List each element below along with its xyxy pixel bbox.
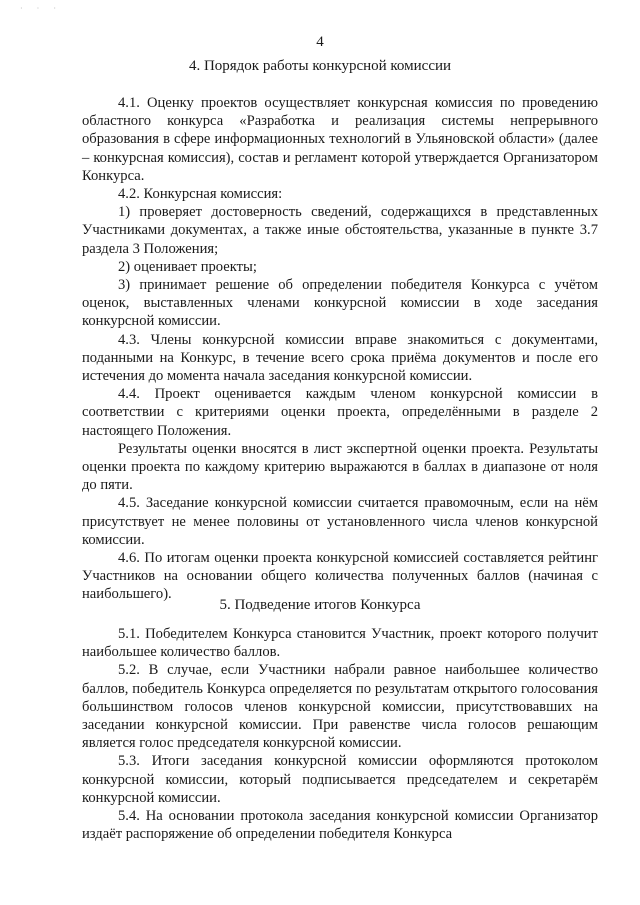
paragraph-4-2-item-1: 1) проверяет достоверность сведений, содержащихся в представленных Участниками документах, а также иные обстоятельства, указанные в пункте 3.7 раздела 3 Положения;: [82, 204, 598, 257]
paragraph-4-2: 4.2. Конкурсная комиссия:: [118, 186, 283, 203]
paragraph-4-4-results: Результаты оценки вносятся в лист экспертной оценки проекта. Результаты оценки проекта по каждому критерию выражаются в баллах в диапазоне от ноля до пяти.: [82, 440, 598, 494]
paragraph-4-6: 4.6. По итогам оценки проекта конкурсной комиссией составляется рейтинг Участников на основании общего количества полученных баллов (начиная с наибольшего).: [82, 550, 598, 603]
section-5-body: [82, 625, 598, 843]
section-5-heading: 5. Подведение итогов Конкурса: [219, 597, 421, 613]
paragraph-5-2: 5.2. В случае, если Участники набрали равное наибольшее количество баллов, победитель Конкурса определяется по результатам открытого голосования большинством голосов членов конкурсной комиссии, присутствовавших на заседании конкурсной комиссии. При равенстве числа голосов решающим является голос председателя конкурсной комиссии.: [82, 662, 598, 752]
paragraph-4-2-item-2: 2) оценивает проекты;: [118, 258, 257, 275]
paragraph-4-5: 4.5. Заседание конкурсной комиссии считается правомочным, если на нём присутствует не менее половины от установленного числа членов конкурсной комиссии.: [82, 495, 598, 548]
paragraph-5-1: 5.1. Победителем Конкурса становится Участник, проект которого получит наибольшее количество баллов.: [82, 626, 598, 661]
paragraph-4-3: 4.3. Члены конкурсной комиссии вправе знакомиться с документами, поданными на Конкурс, в течение всего срока приёма документов и после его истечения до момента начала заседания конкурсной комиссии.: [82, 331, 598, 385]
paragraph-4-1: 4.1. Оценку проектов осуществляет конкурсная комиссия по проведению областного конкурса «Разработка и реализация системы непрерывного образования в сфере информационных технологий в Ульяновской области» (далее – конкурсная комиссия), состав и регламент которой утверждается Организатором Конкурса.: [82, 95, 598, 184]
section-4-body: [82, 94, 598, 604]
scan-artifact: · · ·: [20, 4, 62, 13]
page-number: 4: [316, 34, 324, 50]
paragraph-4-4: 4.4. Проект оценивается каждым членом конкурсной комиссии в соответствии с критериями оценки проекта, определёнными в разделе 2 настоящего Положения.: [82, 386, 598, 439]
paragraph-5-3: 5.3. Итоги заседания конкурсной комиссии оформляются протоколом конкурсной комиссии, который подписывается председателем и секретарём конкурсной комиссии.: [82, 753, 598, 806]
paragraph-4-2-item-3: 3) принимает решение об определении победителя Конкурса с учётом оценок, выставленных членами конкурсной комиссии в ходе заседания конкурсной комиссии.: [82, 277, 598, 330]
section-4-heading: 4. Порядок работы конкурсной комиссии: [188, 58, 452, 74]
paragraph-5-4: 5.4. На основании протокола заседания конкурсной комиссии Организатор издаёт распоряжение об определении победителя Конкурса: [82, 808, 598, 843]
